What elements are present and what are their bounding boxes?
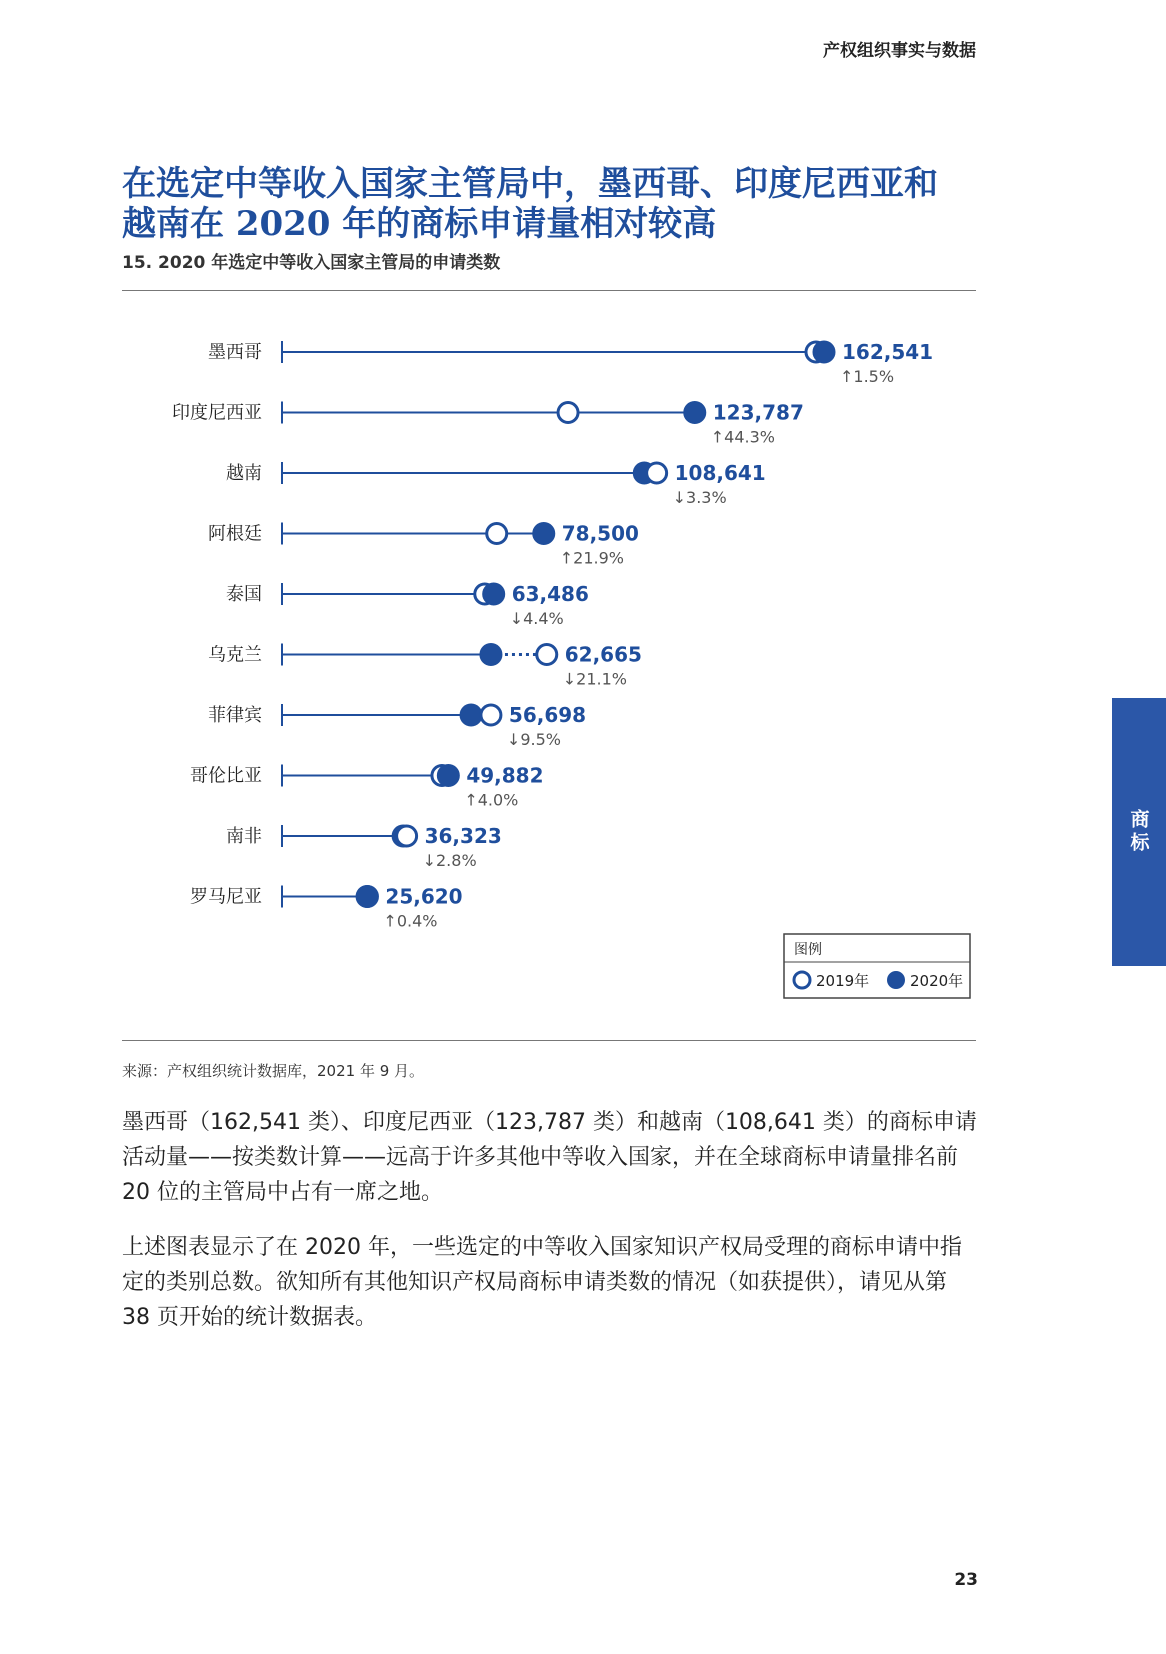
paragraph-1: 墨西哥（162,541 类）、印度尼西亚（123,787 类）和越南（108,641 类）的商标申请活动量——按类数计算——远高于许多其他中等收入国家，并在全球商标申请量排名前 20 位的主管局中占有一席之地。 bbox=[122, 1110, 977, 1205]
change-label: ↓3.3% bbox=[672, 488, 727, 507]
change-label: ↓9.5% bbox=[506, 730, 561, 749]
point-2020 bbox=[684, 402, 706, 424]
value-label: 162,541 bbox=[842, 340, 934, 364]
category-label: 罗马尼亚 bbox=[190, 886, 262, 908]
category-label: 印度尼西亚 bbox=[172, 402, 262, 424]
legend-2019-label: 2019年 bbox=[816, 972, 870, 990]
category-label: 越南 bbox=[226, 463, 262, 484]
change-label: ↑4.0% bbox=[464, 790, 519, 810]
point-2020 bbox=[437, 765, 459, 787]
category-label: 哥伦比亚 bbox=[190, 765, 262, 787]
change-label: ↓21.1% bbox=[562, 669, 627, 689]
point-2019 bbox=[481, 705, 501, 725]
value-label: 63,486 bbox=[511, 582, 589, 606]
change-label: ↓4.4% bbox=[509, 609, 564, 628]
bottom-divider bbox=[122, 1040, 976, 1041]
point-2019 bbox=[558, 403, 578, 423]
point-2019 bbox=[487, 524, 507, 544]
legend-title: 图例 bbox=[794, 942, 822, 958]
category-label: 墨西哥 bbox=[208, 342, 262, 363]
point-2020 bbox=[483, 583, 505, 605]
category-label: 乌克兰 bbox=[208, 644, 262, 666]
change-label: ↑21.9% bbox=[559, 548, 624, 568]
change-label: ↑0.4% bbox=[383, 911, 438, 931]
page-title: 在选定中等收入国家主管局中，墨西哥、印度尼西亚和越南在 2020 年的商标申请量相对较高 bbox=[122, 164, 938, 244]
point-2019 bbox=[647, 463, 667, 483]
value-label: 25,620 bbox=[385, 884, 463, 909]
value-label: 78,500 bbox=[561, 521, 639, 546]
point-2020 bbox=[533, 523, 555, 545]
category-label: 南非 bbox=[226, 826, 262, 847]
value-label: 108,641 bbox=[674, 461, 766, 485]
value-label: 36,323 bbox=[424, 824, 502, 848]
point-2020 bbox=[480, 644, 502, 666]
value-label: 49,882 bbox=[466, 763, 544, 788]
category-label: 菲律宾 bbox=[208, 705, 262, 726]
point-2020 bbox=[460, 704, 482, 726]
legend-2020-swatch bbox=[887, 971, 905, 989]
value-label: 56,698 bbox=[508, 703, 587, 727]
legend-2019-swatch bbox=[794, 972, 810, 988]
change-label: ↑1.5% bbox=[840, 367, 895, 386]
section-tab[interactable]: 商标 bbox=[1112, 698, 1166, 966]
chart-subtitle: 15. 2020 年选定中等收入国家主管局的申请类数 bbox=[122, 253, 501, 273]
change-label: ↑44.3% bbox=[710, 427, 776, 447]
dumbbell-chart bbox=[0, 300, 1166, 1000]
change-label: ↓2.8% bbox=[422, 851, 477, 870]
source-note: 来源：产权组织统计数据库，2021 年 9 月。 bbox=[122, 1062, 425, 1080]
value-label: 123,787 bbox=[712, 400, 804, 425]
point-2020 bbox=[813, 341, 835, 363]
point-2020 bbox=[356, 886, 378, 908]
category-label: 泰国 bbox=[226, 584, 262, 605]
top-divider bbox=[122, 290, 976, 291]
paragraph-2: 上述图表显示了在 2020 年，一些选定的中等收入国家知识产权局受理的商标申请中指定的类别总数。欲知所有其他知识产权局商标申请类数的情况（如获提供），请见从第 38 页开始的统计数据表。 bbox=[122, 1235, 962, 1330]
point-2019 bbox=[537, 645, 557, 665]
category-label: 阿根廷 bbox=[208, 523, 262, 545]
page-number: 23 bbox=[954, 1570, 978, 1590]
section-header: 产权组织事实与数据 bbox=[823, 41, 976, 61]
value-label: 62,665 bbox=[564, 642, 642, 667]
legend-2020-label: 2020年 bbox=[910, 972, 964, 990]
point-2019 bbox=[397, 826, 417, 846]
